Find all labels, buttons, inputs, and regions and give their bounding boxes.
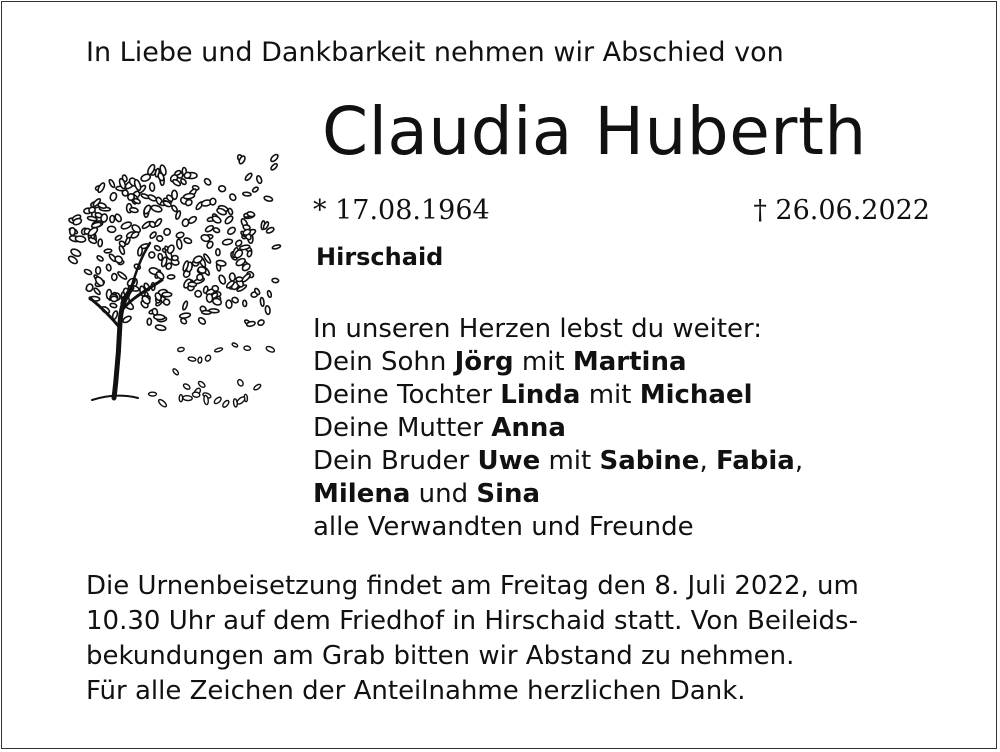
place-name: Hirschaid — [316, 243, 444, 271]
mourners-list — [313, 313, 803, 544]
deceased-name: Claudia Huberth — [322, 93, 867, 170]
mourner-line: Dein Bruder Uwe mit Sabine, Fabia, — [313, 446, 804, 476]
mourner-line: Dein Sohn Jörg mit Martina — [313, 347, 687, 377]
death-date: † 26.06.2022 — [753, 195, 930, 226]
mourner-line: alle Verwandten und Freunde — [313, 512, 694, 542]
mourner-line: Deine Mutter Anna — [313, 413, 566, 443]
birth-date: * 17.08.1964 — [313, 195, 490, 226]
notice-line: Die Urnenbeisetzung findet am Freitag den 8. Juli 2022, um — [86, 571, 859, 601]
funeral-notice — [86, 569, 859, 709]
notice-line: 10.30 Uhr auf dem Friedhof in Hirschaid statt. Von Beileids- — [86, 606, 858, 636]
notice-line: bekundungen am Grab bitten wir Abstand zu nehmen. — [86, 641, 795, 671]
intro-text: In Liebe und Dankbarkeit nehmen wir Abschied von — [86, 37, 784, 68]
mourner-line: Deine Tochter Linda mit Michael — [313, 380, 753, 410]
notice-line: Für alle Zeichen der Anteilnahme herzlichen Dank. — [86, 676, 746, 706]
tree-with-falling-leaves-icon — [62, 148, 284, 412]
mourners-heading: In unseren Herzen lebst du weiter: — [313, 314, 763, 344]
mourner-line: Milena und Sina — [313, 479, 541, 509]
